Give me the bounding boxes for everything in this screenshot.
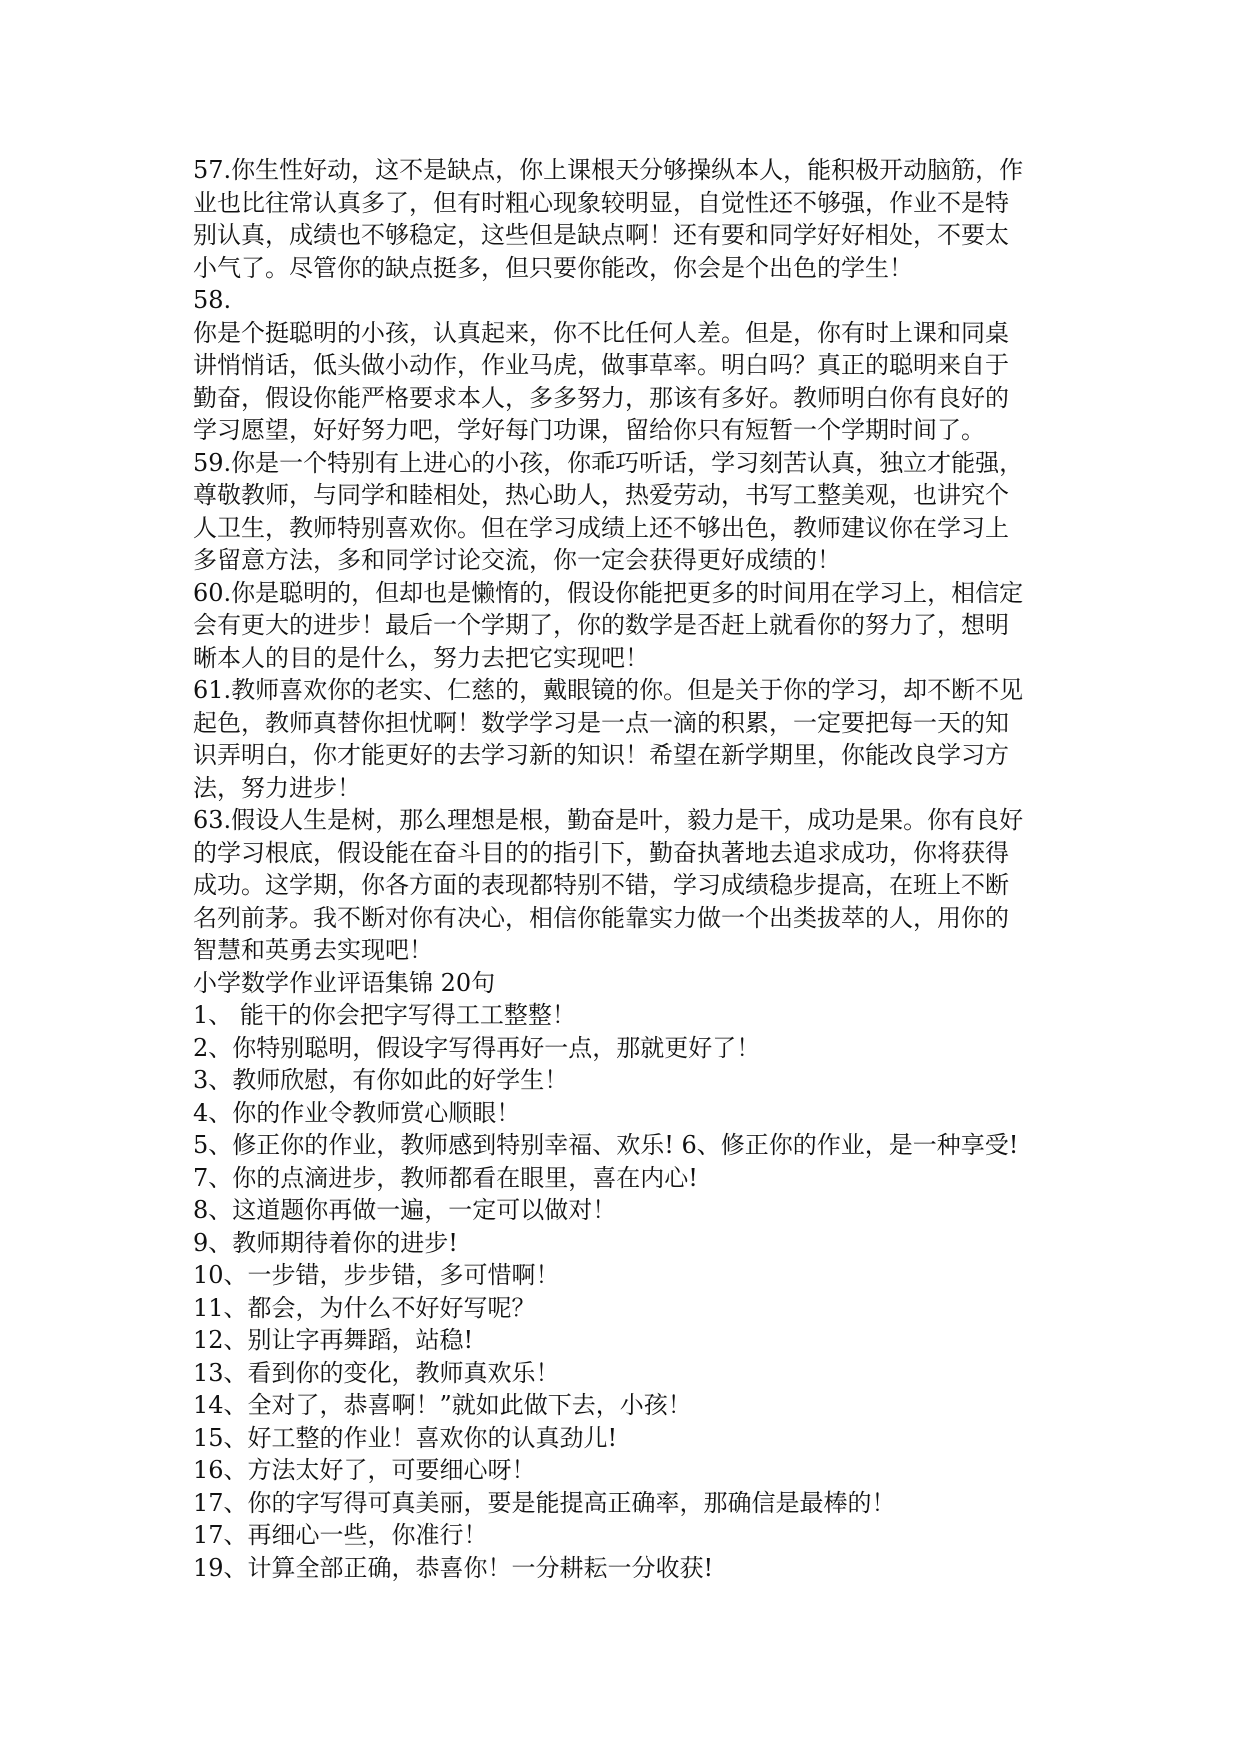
list-item: 19、计算全部正确，恭喜你！一分耕耘一分收获! <box>193 1553 714 1582</box>
list-item: 9、教师期待着你的进步! <box>193 1228 458 1257</box>
list-title: 小学数学作业评语集锦 20句 <box>193 968 496 997</box>
text-line: 学习愿望，好好努力吧，学好每门功课，留给你只有短暂一个学期时间了。 <box>193 416 985 444</box>
text-line: 业也比往常认真多了，但有时粗心现象较明显，自觉性还不够强，作业不是特 <box>193 188 1009 217</box>
comment-paragraph-60 <box>193 577 1051 675</box>
text-line: 60.你是聪明的，但却也是懒惰的，假设你能把更多的时间用在学习上，相信定 <box>193 578 1024 607</box>
list-item: 8、这道题你再做一遍，一定可以做对！ <box>193 1196 617 1224</box>
text-line: 会有更大的进步！最后一个学期了，你的数学是否赶上就看你的努力了，想明 <box>193 611 1009 639</box>
text-line: 59.你是一个特别有上进心的小孩，你乖巧听话，学习刻苦认真，独立才能强， <box>193 448 1024 477</box>
list-item: 13、看到你的变化，教师真欢乐！ <box>193 1358 560 1387</box>
text-line: 人卫生，教师特别喜欢你。但在学习成绩上还不够出色，教师建议你在学习上 <box>193 513 1009 542</box>
list-item: 15、好工整的作业！喜欢你的认真劲儿! <box>193 1423 618 1452</box>
comment-paragraph-63 <box>193 804 1051 967</box>
comment-list <box>193 999 1051 1584</box>
text-line: 你是个挺聪明的小孩，认真起来，你不比任何人差。但是，你有时上课和同桌 <box>193 318 1009 347</box>
text-line: 起色，教师真替你担忧啊！数学学习是一点一滴的积累，一定要把每一天的知 <box>193 708 1009 737</box>
list-item: 14、全对了，恭喜啊！”就如此做下去，小孩！ <box>193 1391 692 1419</box>
text-line: 别认真，成绩也不够稳定，这些但是缺点啊！还有要和同学好好相处，不要太 <box>193 221 1009 249</box>
list-item: 17、再细心一些，你准行！ <box>193 1521 488 1549</box>
text-line: 法，努力进步！ <box>193 773 361 802</box>
list-item: 4、你的作业令教师赏心顺眼！ <box>193 1098 521 1127</box>
list-item: 12、别让字再舞蹈，站稳! <box>193 1326 474 1354</box>
comment-paragraph-59 <box>193 447 1051 577</box>
list-item: 17、你的字写得可真美丽，要是能提高正确率，那确信是最棒的！ <box>193 1488 896 1517</box>
text-line: 讲悄悄话，低头做小动作，作业马虎，做事草率。明白吗？真正的聪明来自于 <box>193 351 1009 379</box>
list-item: 3、教师欣慰，有你如此的好学生！ <box>193 1066 569 1094</box>
comment-paragraph-61 <box>193 674 1051 804</box>
text-line: 尊敬教师，与同学和睦相处，热心助人，热爱劳动，书写工整美观，也讲究个 <box>193 481 1009 509</box>
list-item: 11、都会，为什么不好好写呢？ <box>193 1293 536 1322</box>
text-line: 58. <box>193 286 232 314</box>
text-line: 61.教师喜欢你的老实、仁慈的，戴眼镜的你。但是关于你的学习，却不断不见 <box>193 676 1024 704</box>
text-line: 57.你生性好动，这不是缺点，你上课根天分够操纵本人，能积极开动脑筋，作 <box>193 156 1024 184</box>
comment-paragraph-57 <box>193 154 1051 284</box>
text-line: 小气了。尽管你的缺点挺多，但只要你能改，你会是个出色的学生！ <box>193 253 913 282</box>
list-item: 10、一步错，步步错，多可惜啊！ <box>193 1261 560 1289</box>
text-line: 的学习根底，假设能在奋斗目的的指引下，勤奋执著地去追求成功，你将获得 <box>193 838 1009 867</box>
text-line: 成功。这学期，你各方面的表现都特别不错，学习成绩稳步提高，在班上不断 <box>193 871 1009 899</box>
list-item: 16、方法太好了，可要细心呀！ <box>193 1456 536 1484</box>
list-item: 5、修正你的作业，教师感到特别幸福、欢乐! 6、修正你的作业，是一种享受! <box>193 1131 1019 1159</box>
list-item: 7、你的点滴进步，教师都看在眼里，喜在内心! <box>193 1163 698 1192</box>
text-line: 63.假设人生是树，那么理想是根，勤奋是叶，毅力是干，成功是果。你有良好 <box>193 806 1024 834</box>
document-body <box>193 154 1051 1584</box>
list-item: 1、 能干的你会把字写得工工整整！ <box>193 1001 576 1029</box>
text-line: 智慧和英勇去实现吧！ <box>193 936 433 964</box>
text-line: 多留意方法，多和同学讨论交流，你一定会获得更好成绩的！ <box>193 546 841 574</box>
text-line: 名列前茅。我不断对你有决心，相信你能靠实力做一个出类拔萃的人，用你的 <box>193 903 1009 932</box>
comment-paragraph-58 <box>193 284 1051 447</box>
text-line: 勤奋，假设你能严格要求本人，多多努力，那该有多好。教师明白你有良好的 <box>193 383 1009 412</box>
text-line: 识弄明白，你才能更好的去学习新的知识！希望在新学期里，你能改良学习方 <box>193 741 1009 769</box>
list-item: 2、你特别聪明，假设字写得再好一点，那就更好了！ <box>193 1033 761 1062</box>
text-line: 晰本人的目的是什么，努力去把它实现吧！ <box>193 643 649 672</box>
